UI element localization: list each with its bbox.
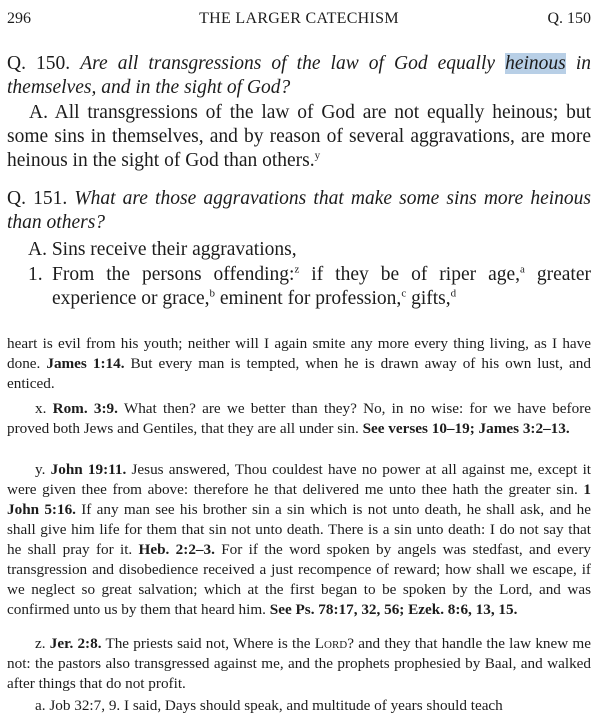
footnote-ref-d: d <box>450 287 457 300</box>
scripture-ref: Heb. 2:2–3. <box>138 541 215 558</box>
lord-small-caps: Lord <box>314 635 348 652</box>
footnote-x: x. Rom. 3:9. What then? are we better than they? No, in no wise: for we have before proved both Jews and Gentiles, that they are all under sin. See verses 10–19; James 3:2–13. <box>7 400 591 437</box>
answer-150: A. All transgressions of the law of God are not equally heinous; but some sins in themselves, and by reason of several aggravations, are more heinous in the sight of God than others.$^y$ <box>7 102 591 171</box>
scripture-ref: James 1:14. <box>46 355 125 372</box>
footnote-label-x: x. <box>35 400 47 417</box>
scripture-ref: See Ps. 78:17, 32, 56; Ezek. 8:6, 13, 15. <box>269 601 518 618</box>
scripture-ref: Rom. 3:9. <box>52 400 118 417</box>
question-150 <box>7 52 591 100</box>
highlighted-word[interactable]: heinous <box>505 53 566 74</box>
footnote-ref-c: c <box>401 287 407 300</box>
answer-151-item-1: 1. From the persons offending:$^z$ if they be of riper age,$^a$ greater experience or grace,$^b$ eminent for profession,$^c$ gifts,$^d$ <box>28 263 591 309</box>
footnote-y: y. John 19:11. Jesus answered, Thou couldest have no power at all against me, except it were given thee from above: therefore he that delivered me unto thee hath the greater sin. 1 John 5:16. If any man see his brother sin a sin which is not unto death, he shall ask, and he shall give him life for them that sin not unto death. There is a sin unto death: I do not say that he shall pray for it. Heb. 2:2–3. For if the word spoken by angels was stedfast, and every transgression and disobedience received a just recompence of reward; how shall we escape, if we neglect so great salvation; which at the first began to be spoken by the Lord, and was confirmed unto us by them that heard him. See Ps. 78:17, 32, 56; Ezek. 8:6, 13, 15. <box>7 461 592 618</box>
footnote-continuation: heart is evil from his youth; neither will I again smite any more every thing living, as I have done. James 1:14. But every man is tempted, when he is drawn away of his own lust, and enticed. <box>7 335 591 392</box>
running-title: THE LARGER CATECHISM <box>199 10 399 27</box>
question-150-text: Are all transgressions of the law of God equally heinous in themselves, and in the sight of God? <box>7 53 591 98</box>
scripture-ref: John 19:11. <box>50 461 127 478</box>
question-151-number: Q. 151. <box>7 188 68 209</box>
footnote-z: z. Jer. 2:8. The priests said not, Where is the Lord? and they that handle the law knew me not: the pastors also transgressed against me, and the prophets prophesied by Baal, and walked after things that do not profit. <box>7 635 591 692</box>
question-151 <box>7 187 591 235</box>
question-151-text: What are those aggravations that make some sins more heinous than others? <box>7 188 591 233</box>
question-150-number: Q. 150. <box>7 53 71 74</box>
footnote-cut-off-line: a. Job 32:7, 9. I said, Days should speak, and multitude of years should teach <box>35 697 503 714</box>
answer-151-intro: A. Sins receive their aggravations, <box>28 239 297 260</box>
item-number: 1. <box>28 264 43 285</box>
scripture-ref: 1 John 5:16. <box>7 481 591 518</box>
footnote-label-z: z. <box>35 635 46 652</box>
scripture-ref: See verses 10–19; James 3:2–13. <box>362 420 570 437</box>
footnote-ref-y: y <box>314 149 321 162</box>
footnote-ref-z: z <box>294 263 300 276</box>
footnote-ref-a: a <box>520 263 525 276</box>
page-number: 296 <box>7 10 31 27</box>
page-header <box>7 6 591 32</box>
footnote-ref-b: b <box>209 287 216 300</box>
question-reference: Q. 150 <box>547 10 591 27</box>
footnote-label-y: y. <box>35 461 46 478</box>
scripture-ref: Jer. 2:8. <box>49 635 102 652</box>
